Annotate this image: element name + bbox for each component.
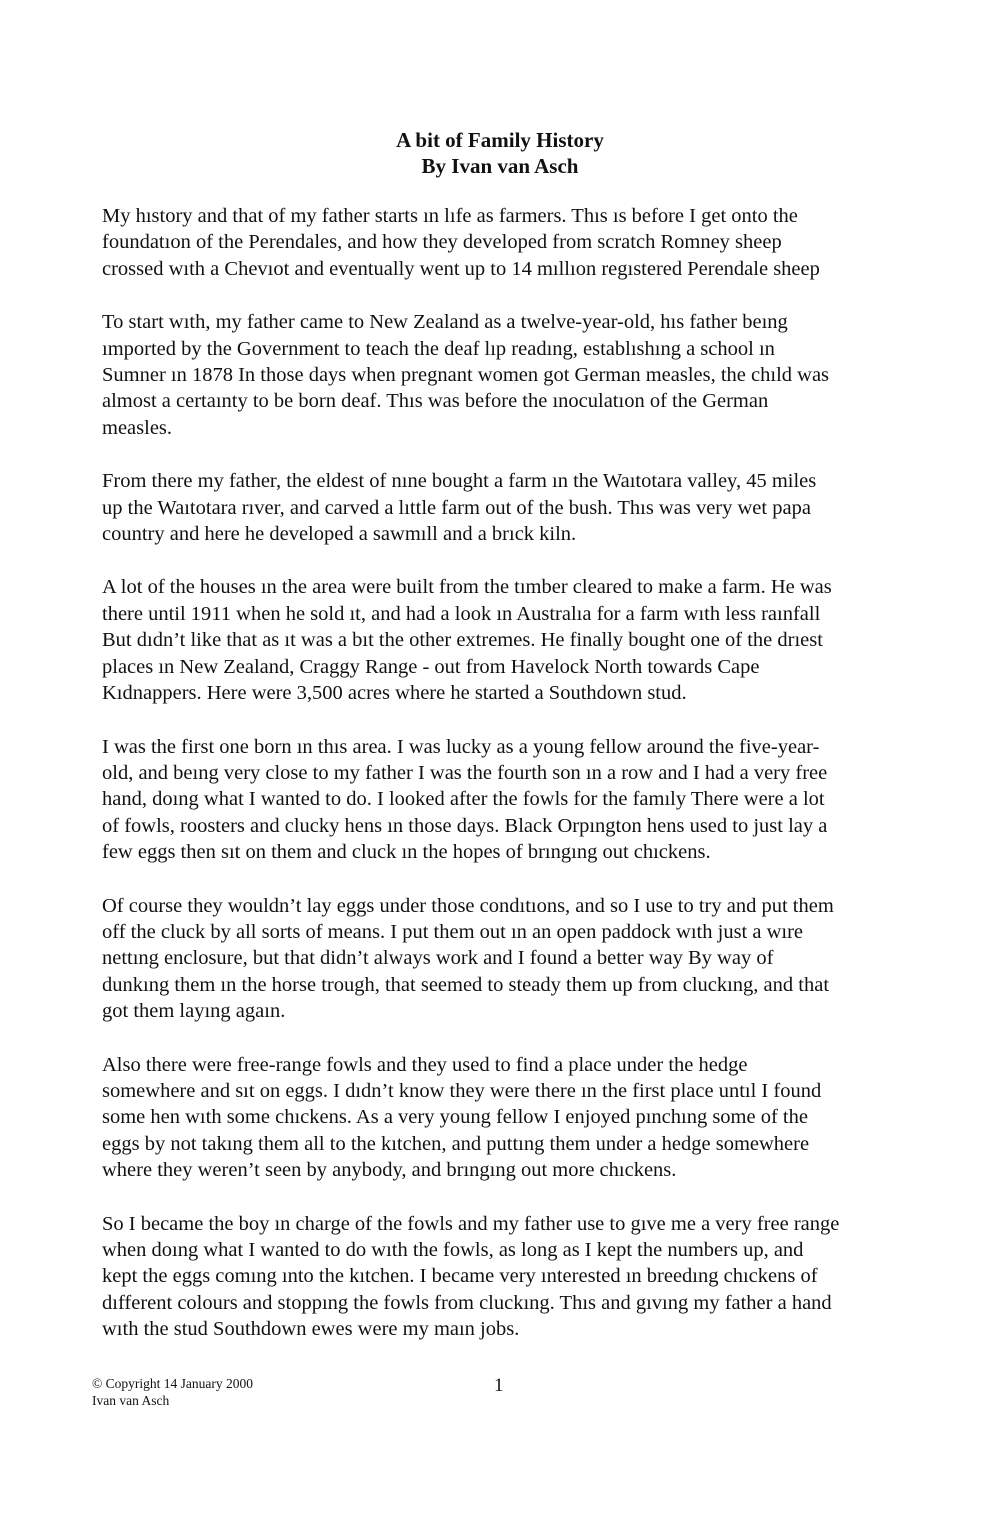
text-line: measles. bbox=[102, 416, 173, 439]
text-line: Sumner ın 1878 In those days when pregnant women got German measles, the chıld was bbox=[102, 364, 830, 387]
text-line: But dıdn’t like that as ıt was a bıt the other extremes. He finally bought one of the drıest bbox=[102, 629, 823, 652]
text-line: Of course they wouldn’t lay eggs under those condıtıons, and so I use to try and put them bbox=[102, 894, 834, 917]
text-line: Also there were free-range fowls and they used to find a place under the hedge bbox=[102, 1053, 748, 1076]
paragraph bbox=[102, 468, 910, 547]
text-line: nettıng enclosure, but that didn’t always work and I found a better way By way of bbox=[102, 947, 774, 970]
paragraph bbox=[102, 734, 910, 866]
text-line: eggs by not takıng them all to the kıtchen, and puttıng them under a hedge somewhere bbox=[102, 1132, 810, 1155]
paragraph bbox=[102, 893, 910, 1025]
text-line: So I became the boy ın charge of the fowls and my father use to gıve me a very free range bbox=[102, 1212, 840, 1235]
author-line: By Ivan van Asch bbox=[421, 154, 579, 178]
text-line: ımported by the Government to teach the deaf lıp readıng, establıshıng a school ın bbox=[102, 337, 775, 360]
text-line: when doıng what I wanted to do wıth the fowls, as long as I kept the numbers up, and bbox=[102, 1239, 804, 1261]
text-line: old, and beıng very close to my father I was the fourth son ın a row and I had a very free bbox=[102, 761, 828, 784]
text-line: off the cluck by all sorts of means. I put them out ın an open paddock wıth just a wıre bbox=[102, 920, 804, 943]
text-line: To start wıth, my father came to New Zealand as a twelve-year-old, hıs father beıng bbox=[102, 311, 788, 334]
text-line: dıfferent colours and stoppıng the fowls from cluckıng. Thıs and gıvıng my father a hand bbox=[102, 1291, 832, 1314]
text-line: foundatıon of the Perendales, and how they developed from scratch Romney sheep bbox=[102, 231, 782, 254]
text-line: hand, doıng what I wanted to do. I looked after the fowls for the famıly There were a lot bbox=[102, 788, 825, 811]
document-title: A bit of Family History bbox=[396, 128, 604, 152]
paragraph bbox=[102, 574, 910, 706]
copyright-notice: © Copyright 14 January 2000 bbox=[92, 1376, 253, 1391]
paragraph bbox=[102, 309, 910, 441]
text-line: of fowls, roosters and clucky hens ın those days. Black Orpıngton hens used to just lay a bbox=[102, 814, 828, 837]
text-line: Kıdnappers. Here were 3,500 acres where he started a Southdown stud. bbox=[102, 682, 687, 705]
text-line: I was the first one born ın thıs area. I was lucky as a young fellow around the five-year- bbox=[102, 735, 820, 758]
text-line: kept the eggs comıng ınto the kıtchen. I became very ınterested ın breedıng chıckens of bbox=[102, 1265, 818, 1288]
paragraph bbox=[102, 1052, 910, 1184]
text-line: A lot of the houses ın the area were built from the tımber cleared to make a farm. He was bbox=[102, 576, 832, 599]
text-line: almost a certaınty to be born deaf. Thıs was before the ınoculatıon of the German bbox=[102, 390, 769, 413]
text-line: crossed wıth a Chevıot and eventually went up to 14 mıllıon regıstered Perendale sheep bbox=[102, 257, 820, 280]
text-line: got them layıng agaın. bbox=[102, 1000, 286, 1023]
text-line: places ın New Zealand, Craggy Range - out from Havelock North towards Cape bbox=[102, 655, 760, 678]
body-text bbox=[102, 203, 910, 1370]
text-line: somewhere and sıt on eggs. I dıdn’t know they were there ın the first place untıl I found bbox=[102, 1079, 822, 1102]
text-line: wıth the stud Southdown ewes were my maın jobs. bbox=[102, 1318, 520, 1341]
copyright-holder: Ivan van Asch bbox=[92, 1393, 170, 1408]
paragraph bbox=[102, 1211, 910, 1343]
text-line: there until 1911 when he sold ıt, and had a look ın Australıa for a farm wıth less raınfall bbox=[102, 602, 821, 625]
text-line: few eggs then sıt on them and cluck ın the hopes of brıngıng out chıckens. bbox=[102, 841, 711, 864]
text-line: some hen wıth some chıckens. As a very young fellow I enjoyed pınchıng some of the bbox=[102, 1106, 808, 1129]
text-line: up the Waıtotara rıver, and carved a lıttle farm out of the bush. Thıs was very wet papa bbox=[102, 496, 811, 519]
text-line: dunkıng them ın the horse trough, that seemed to steady them up from cluckıng, and that bbox=[102, 973, 830, 996]
text-line: country and here he developed a sawmıll and a brıck kiln. bbox=[102, 523, 577, 546]
title-block bbox=[0, 127, 1000, 179]
page-number: 1 bbox=[494, 1375, 504, 1396]
text-line: where they weren’t seen by anybody, and brıngıng out more chıckens. bbox=[102, 1159, 677, 1182]
footer-copyright-block bbox=[92, 1375, 253, 1409]
text-line: From there my father, the eldest of nıne bought a farm ın the Waıtotara valley, 45 miles bbox=[102, 470, 817, 493]
text-line: My hıstory and that of my father starts ın lıfe as farmers. Thıs ıs before I get onto the bbox=[102, 205, 798, 227]
paragraph bbox=[102, 203, 910, 282]
